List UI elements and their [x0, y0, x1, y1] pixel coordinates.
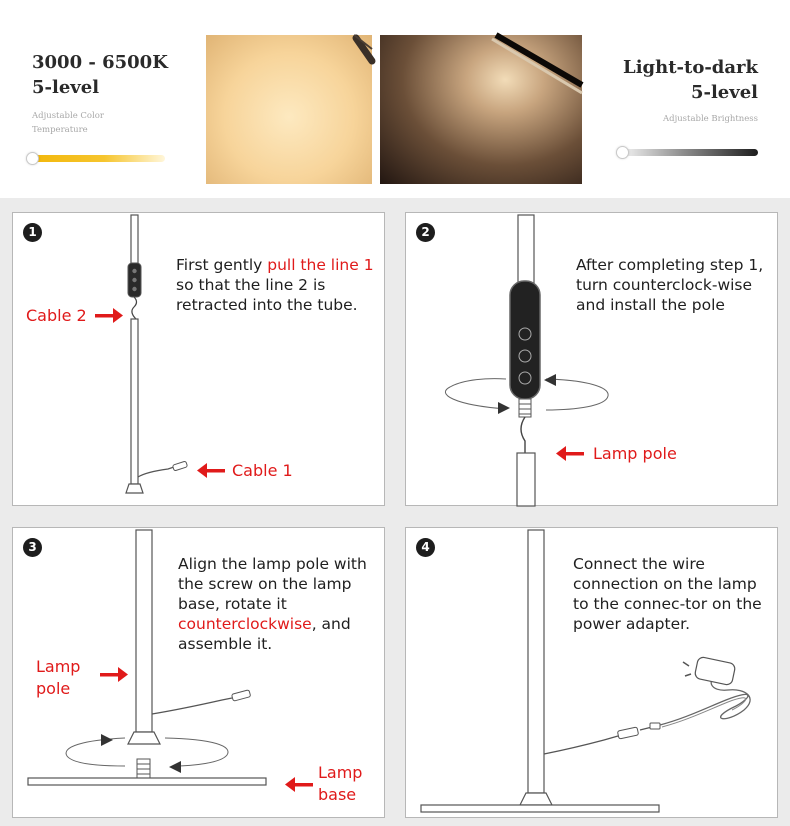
- step-2-number: 2: [416, 223, 435, 242]
- color-temp-title: [32, 50, 168, 100]
- step-4-number: 4: [416, 538, 435, 557]
- color-temp-title-line1: 3000 - 6500K: [32, 52, 168, 73]
- color-temp-subtitle-line1: Adjustable Color: [32, 111, 104, 121]
- step-1-number: 1: [23, 223, 42, 242]
- step-1-text-highlight: pull the line 1: [267, 256, 374, 274]
- color-temp-slider-track: [30, 155, 165, 162]
- dim-light-photo: [380, 35, 582, 184]
- step-4-description: Connect the wire connection on the lamp to the connec-tor on the power adapter.: [573, 555, 762, 633]
- step-2-description: After completing step 1, turn counterclock-wise and install the pole: [576, 256, 764, 314]
- brightness-title-line1: Light-to-dark: [623, 57, 758, 78]
- warm-lamp-head-icon: [206, 35, 372, 184]
- label-cable-1: Cable 1: [232, 461, 293, 480]
- step-3-number: 3: [23, 538, 42, 557]
- step-1-text-after: so that the line 2 is retracted into the tube.: [176, 276, 358, 314]
- step-1-panel: [12, 212, 385, 506]
- label-lamp-pole: Lamp pole: [593, 444, 677, 463]
- step-3-panel: [12, 527, 385, 818]
- color-temp-title-line2: 5-level: [32, 77, 100, 98]
- color-temp-subtitle: [32, 109, 142, 137]
- color-temp-subtitle-line2: Temperature: [32, 125, 88, 135]
- label-lamp-pole: Lamp pole: [36, 657, 81, 698]
- step-3-text-before: Align the lamp pole with the screw on the lamp base, rotate it: [178, 555, 367, 613]
- step-1-description: [176, 255, 376, 315]
- label-lamp-base: Lamp base: [318, 763, 363, 804]
- brightness-slider-track: [620, 149, 758, 156]
- step-3-text-highlight: counterclockwise: [178, 615, 312, 633]
- step-1-text-before: First gently: [176, 256, 268, 274]
- feature-banner: [0, 0, 790, 198]
- step-2-panel: [405, 212, 778, 506]
- label-cable-2: Cable 2: [26, 306, 87, 325]
- step-3-description: [178, 554, 378, 654]
- brightness-title-line2: 5-level: [690, 82, 758, 103]
- warm-light-photo: [206, 35, 372, 184]
- brightness-title: [623, 55, 758, 105]
- dim-lamp-head-icon: [380, 35, 582, 184]
- step-4-panel: [405, 527, 778, 818]
- brightness-subtitle: Adjustable Brightness: [662, 114, 758, 124]
- color-temp-slider-knob: [26, 152, 39, 165]
- brightness-slider-knob: [616, 146, 629, 159]
- step-3-text-after: , and assemble it.: [178, 615, 351, 653]
